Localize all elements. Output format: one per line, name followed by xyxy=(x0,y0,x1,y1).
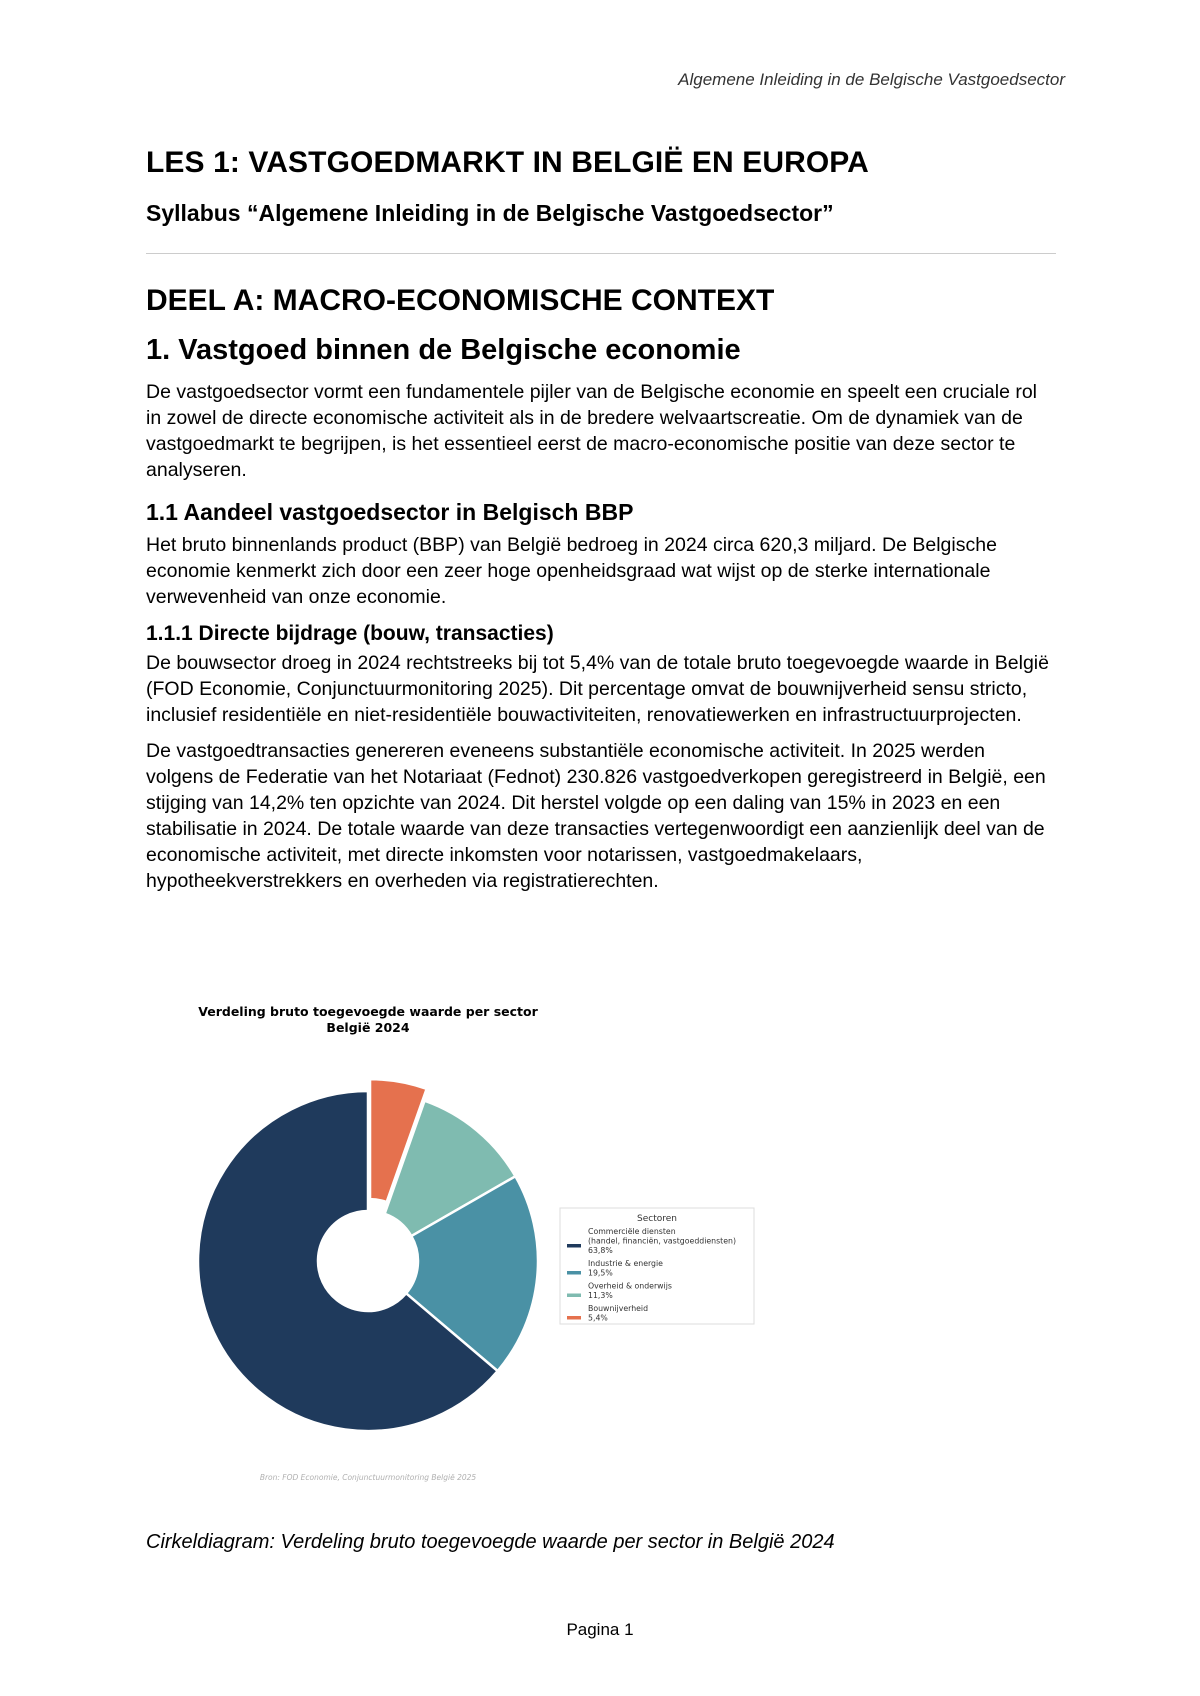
legend-label-government-education: Overheid & onderwijs 11,3% xyxy=(588,1281,672,1300)
pie-chart xyxy=(170,996,770,1496)
title-divider xyxy=(146,253,1056,254)
page-content xyxy=(146,146,1056,904)
figure-caption: Cirkeldiagram: Verdeling bruto toegevoegde waarde per sector in België 2024 xyxy=(146,1531,835,1553)
legend-swatch-construction xyxy=(567,1316,581,1320)
pie-slices xyxy=(198,1079,538,1431)
syllabus-subtitle: Syllabus “Algemene Inleiding in de Belgische Vastgoedsector” xyxy=(146,200,834,226)
chart-subtitle: België 2024 xyxy=(326,1020,410,1035)
section-1-1-body: Het bruto binnenlands product (BBP) van België bedroeg in 2024 circa 620,3 miljard. De Belgische economie kenmerkt zich door een zeer hoge openheidsgraad wat wijst op de sterke internationale verwevenheid van onze economie. xyxy=(146,534,997,608)
section-1-1-heading: 1.1 Aandeel vastgoedsector in Belgisch BBP xyxy=(146,499,634,525)
legend-label-commercial-services: Commerciële diensten (handel, financiën, vastgoeddiensten) 63,8% xyxy=(588,1227,737,1255)
lesson-title: LES 1: VASTGOEDMARKT IN BELGIË EN EUROPA xyxy=(146,146,869,179)
pie-chart-figure xyxy=(170,996,770,1496)
legend-label-industry-energy: Industrie & energie 19,5% xyxy=(588,1259,663,1278)
chart-source: Bron: FOD Economie, Conjunctuurmonitoring België 2025 xyxy=(259,1473,477,1482)
legend-swatch-government-education xyxy=(567,1294,581,1298)
legend-swatch-industry-energy xyxy=(567,1271,581,1275)
section-1-intro: De vastgoedsector vormt een fundamentele pijler van de Belgische economie en speelt een cruciale rol in zowel de directe economische activiteit als in de bredere welvaartscreatie. Om de dynamiek van de vastgoedmarkt te begrijpen, is het essentieel eerst de macro-economische positie van deze sector te analyseren. xyxy=(146,381,1038,481)
section-1-1-1-para-2: De vastgoedtransacties genereren eveneens substantiële economische activiteit. In 2025 werden volgens de Federatie van het Notariaat (Fednot) 230.826 vastgoedverkopen geregistreerd in België, een stijging van 14,2% ten opzichte van 2024. Dit herstel volgde op een daling van 15% in 2023 en een stabilisatie in 2024. De totale waarde van deze transacties vertegenwoordigt een aanzienlijk deel van de economische activiteit, met directe inkomsten voor notarissen, vastgoedmakelaars, hypotheekverstrekkers en overheden via registratierechten. xyxy=(146,740,1046,892)
legend-title: Sectoren xyxy=(637,1214,677,1224)
page-number: Pagina 1 xyxy=(566,1620,634,1639)
part-heading: DEEL A: MACRO-ECONOMISCHE CONTEXT xyxy=(146,284,775,317)
running-header: Algemene Inleiding in de Belgische Vastgoedsector xyxy=(678,70,1065,89)
chart-title: Verdeling bruto toegevoegde waarde per sector xyxy=(198,1004,538,1019)
legend-label-construction: Bouwnijverheid 5,4% xyxy=(588,1304,649,1323)
chart-legend xyxy=(560,1208,754,1324)
section-1-heading: 1. Vastgoed binnen de Belgische economie xyxy=(146,334,741,366)
legend-swatch-commercial-services xyxy=(567,1244,581,1248)
section-1-1-1-heading: 1.1.1 Directe bijdrage (bouw, transacties) xyxy=(146,622,554,645)
section-1-1-1-para-1: De bouwsector droeg in 2024 rechtstreeks bij tot 5,4% van de totale bruto toegevoegde waarde in België (FOD Economie, Conjunctuurmonitoring 2025). Dit percentage omvat de bouwnijverheid sensu stricto, inclusief residentiële en niet-residentiële bouwactiviteiten, renovatiewerken en infrastructuurprojecten. xyxy=(146,652,1049,726)
